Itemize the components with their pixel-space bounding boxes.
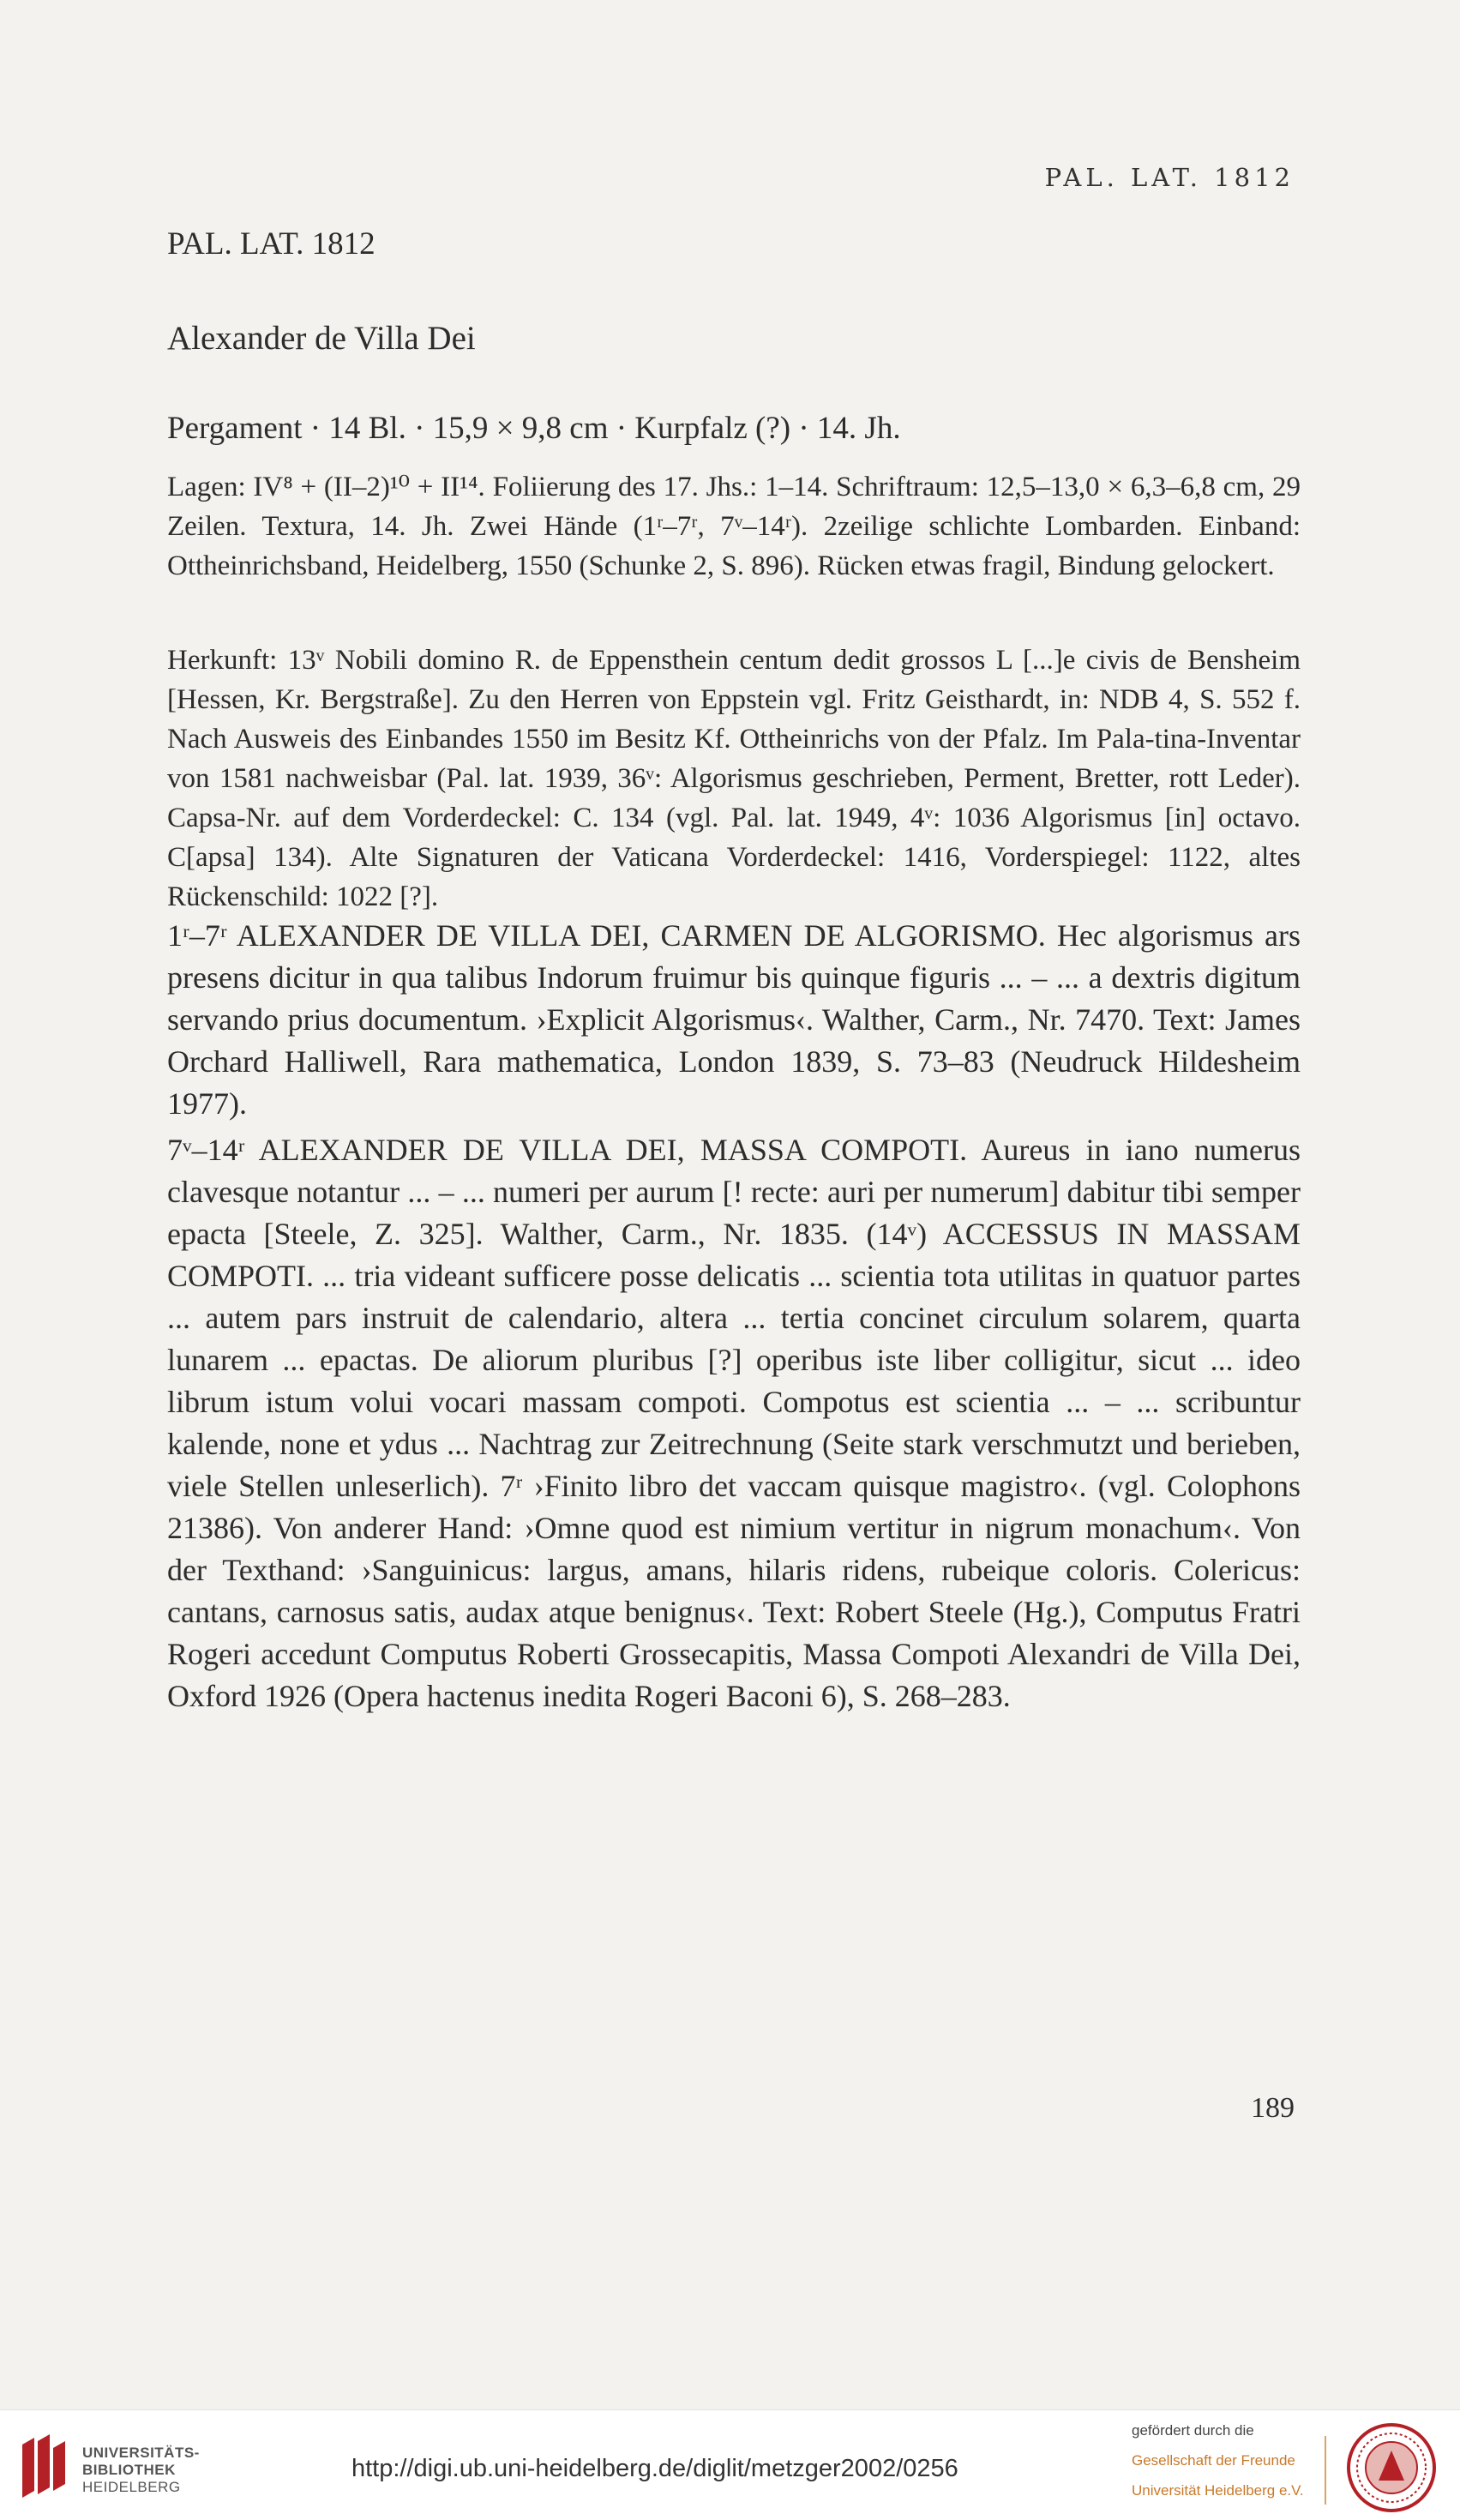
- sponsor-name-line2: Universität Heidelberg e.V.: [1132, 2482, 1304, 2499]
- library-name-line1: UNIVERSITÄTS-: [82, 2445, 200, 2461]
- sponsor-divider: [1325, 2436, 1326, 2505]
- content-entry-massa-compoti: 7ᵛ–14ʳ ALEXANDER DE VILLA DEI, MASSA COMPOTI. Aureus in iano numerus clavesque notantur ... – ... numeri per aurum [! recte: auri per numerum] dabitur tibi semper epacta [Steele, Z. 325]. Walther, Carm., Nr. 1835. (14ᵛ) ACCESSUS IN MASSAM COMPOTI. ... tria videant sufficere posse delicatis ... scientia tota utilitas in quatuor partes ... autem pars instruit de calendario, altera ... tertia concinet circulum solarem, quarta lunarem ... epactas. De aliorum pluribus [?] operibus iste liber colligitur, sicut ... ideo librum istum volui vocari massam compoti. Compotus est scientia ... – ... scribuntur kalende, none et ydus ... Nachtrag zur Zeitrechnung (Seite stark verschmutzt und berieben, viele Stellen unleserlich). 7ʳ ›Finito libro det vaccam quisque magistro‹. (vgl. Colophons 21386). Von anderer Hand: ›Omne quod est nimium vertitur in nigrum monachum‹. Von der Texthand: ›Sanguinicus: largus, amans, hilaris ridens, rubeique coloris. Colericus: cantans, carnosus satis, audax atque benignus‹. Text: Robert Steele (Hg.), Computus Fratri Rogeri accedunt Computus Roberti Grossecapitis, Massa Compoti Alexandri de Villa Dei, Oxford 1926 (Opera hactenus inedita Rogeri Baconi 6), S. 268–283.: [167, 1133, 1301, 1713]
- content-entry-algorismo: 1ʳ–7ʳ ALEXANDER DE VILLA DEI, CARMEN DE ALGORISMO. Hec algorismus ars presens dicitur in qua talibus Indorum fruimur bis quinque figuris ... – ... a dextris digitum servando prius documentum. ›Explicit Algorismus‹. Walther, Carm., Nr. 7470. Text: James Orchard Halliwell, Rara mathematica, London 1839, S. 73–83 (Neudruck Hildesheim 1977).: [167, 918, 1301, 1121]
- library-name-line3: HEIDELBERG: [82, 2479, 181, 2495]
- university-seal-icon: [1344, 2421, 1439, 2515]
- permalink-url[interactable]: http://digi.ub.uni-heidelberg.de/diglit/metzger2002/0256: [351, 2455, 958, 2482]
- running-head: PAL. LAT. 1812: [1044, 163, 1295, 192]
- lagen-paragraph: Lagen: IV⁸ + (II–2)¹⁰ + II¹⁴. Foliierung des 17. Jhs.: 1–14. Schriftraum: 12,5–13,0 × 6,3–6,8 cm, 29 Zeilen. Textura, 14. Jh. Zwei Hände (1ʳ–7ʳ, 7ᵛ–14ʳ). 2zeilige schlichte Lombarden. Einband: Ottheinrichsband, Heidelberg, 1550 (Schunke 2, S. 896). Rücken etwas fragil, Bindung gelockert.: [167, 472, 1301, 581]
- work-title: Alexander de Villa Dei: [167, 320, 476, 357]
- library-logo[interactable]: [15, 2429, 200, 2506]
- page-number: 189: [1251, 2092, 1295, 2124]
- sponsor-name-line1: Gesellschaft der Freunde: [1132, 2452, 1295, 2469]
- material-description: Pergament · 14 Bl. · 15,9 × 9,8 cm · Kurpfalz (?) · 14. Jh.: [167, 411, 901, 446]
- shelfmark-heading: PAL. LAT. 1812: [167, 226, 376, 262]
- sponsor-label: gefördert durch die: [1132, 2422, 1254, 2439]
- footer-bar: [0, 2409, 1460, 2520]
- library-logo-icon: [15, 2429, 75, 2506]
- library-name-line2: BIBLIOTHEK: [82, 2462, 176, 2478]
- sponsor-block: [1132, 2422, 1320, 2499]
- herkunft-paragraph: Herkunft: 13ᵛ Nobili domino R. de Eppensthein centum dedit grossos L [...]e civis de Bensheim [Hessen, Kr. Bergstraße]. Zu den Herren von Eppstein vgl. Fritz Geisthardt, in: NDB 4, S. 552 f. Nach Ausweis des Einbandes 1550 im Besitz Kf. Ottheinrichs von der Pfalz. Im Pala-tina-Inventar von 1581 nachweisbar (Pal. lat. 1939, 36ᵛ: Algorismus geschrieben, Perment, Bretter, rott Leder). Capsa-Nr. auf dem Vorderdeckel: C. 134 (vgl. Pal. lat. 1949, 4ᵛ: 1036 Algorismus [in] octavo. C[apsa] 134). Alte Signaturen der Vaticana Vorderdeckel: 1416, Vorderspiegel: 1122, altes Rückenschild: 1022 [?].: [167, 645, 1301, 912]
